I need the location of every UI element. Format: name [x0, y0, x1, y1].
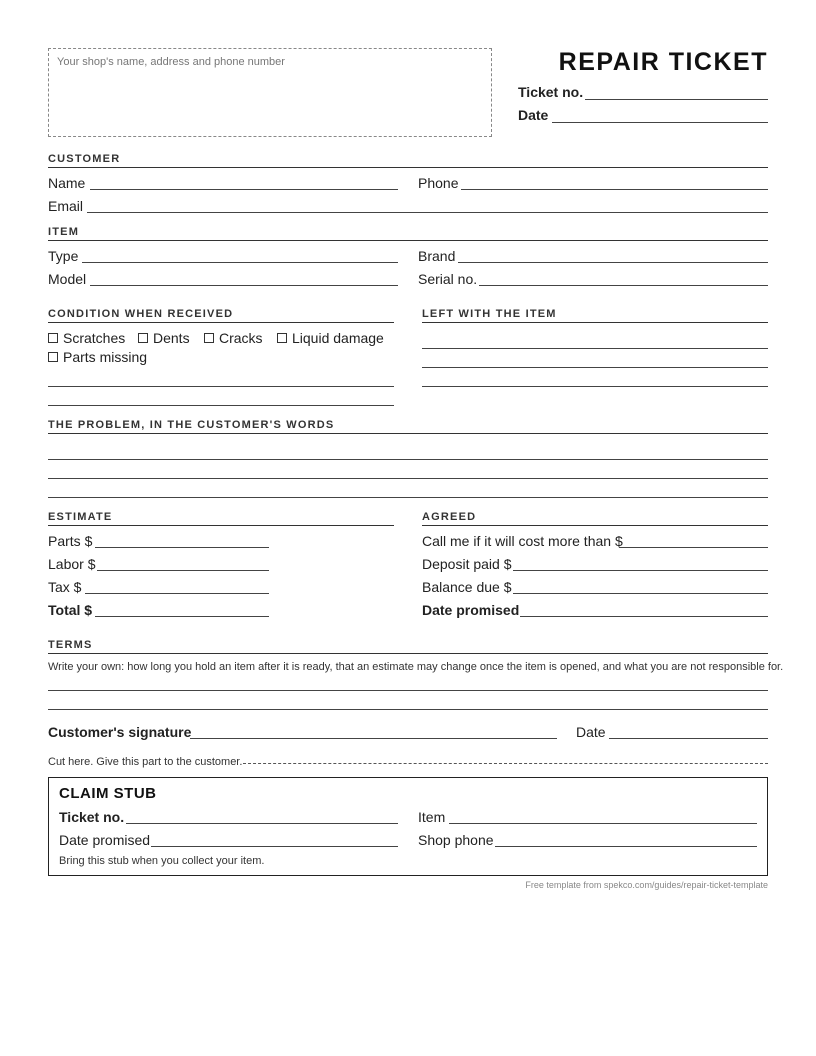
left-with-heading: LEFT WITH THE ITEM	[422, 308, 557, 320]
terms-line[interactable]	[48, 690, 768, 691]
tax-field[interactable]	[85, 593, 269, 594]
type-field[interactable]	[82, 262, 398, 263]
condition-rule	[48, 322, 394, 323]
tax-label: Tax $	[48, 579, 82, 595]
name-field[interactable]	[90, 189, 398, 190]
brand-label: Brand	[418, 248, 456, 264]
terms-heading: TERMS	[48, 639, 93, 651]
terms-text: Write your own: how long you hold an item after it is ready, that an estimate may change once the item is opened, and what you are not responsible for.	[48, 661, 784, 673]
date-promised-label: Date promised	[422, 602, 520, 618]
phone-field[interactable]	[461, 189, 768, 190]
liquid-damage-label: Liquid damage	[292, 330, 384, 346]
item-heading: ITEM	[48, 226, 80, 238]
serial-field[interactable]	[479, 285, 768, 286]
terms-line[interactable]	[48, 709, 768, 710]
stub-item-field[interactable]	[449, 823, 757, 824]
scratches-checkbox[interactable]	[48, 333, 58, 343]
problem-rule	[48, 433, 768, 434]
dents-checkbox[interactable]	[138, 333, 148, 343]
signature-field[interactable]	[190, 738, 557, 739]
total-field[interactable]	[95, 616, 269, 617]
stub-date-promised-label: Date promised	[59, 832, 151, 848]
stub-note: Bring this stub when you collect your item.	[59, 855, 265, 867]
total-label: Total $	[48, 602, 93, 618]
stub-shop-phone-label: Shop phone	[418, 832, 494, 848]
model-label: Model	[48, 271, 87, 287]
estimate-heading: ESTIMATE	[48, 511, 113, 523]
brand-field[interactable]	[458, 262, 768, 263]
ticket-no-field[interactable]	[585, 99, 768, 100]
name-label: Name	[48, 175, 86, 191]
stub-ticket-no-field[interactable]	[126, 823, 398, 824]
claim-stub-title: CLAIM STUB	[59, 785, 157, 802]
left-with-line[interactable]	[422, 367, 768, 368]
page-title: REPAIR TICKET	[558, 48, 768, 76]
balance-field[interactable]	[513, 593, 768, 594]
agreed-rule	[422, 525, 768, 526]
cracks-label: Cracks	[219, 330, 263, 346]
balance-label: Balance due $	[422, 579, 512, 595]
dents-label: Dents	[153, 330, 190, 346]
labor-field[interactable]	[97, 570, 269, 571]
problem-line[interactable]	[48, 478, 768, 479]
email-label: Email	[48, 198, 84, 214]
deposit-label: Deposit paid $	[422, 556, 512, 572]
problem-line[interactable]	[48, 459, 768, 460]
call-limit-label: Call me if it will cost more than $	[422, 533, 623, 549]
condition-heading: CONDITION WHEN RECEIVED	[48, 308, 234, 320]
shop-info-box[interactable]	[48, 48, 492, 137]
ticket-no-label: Ticket no.	[518, 84, 584, 100]
cut-instruction: Cut here. Give this part to the customer.	[48, 756, 243, 768]
condition-notes-line[interactable]	[48, 405, 394, 406]
cracks-checkbox[interactable]	[204, 333, 214, 343]
estimate-rule	[48, 525, 394, 526]
liquid-damage-checkbox[interactable]	[277, 333, 287, 343]
condition-notes-line[interactable]	[48, 386, 394, 387]
stub-date-promised-field[interactable]	[151, 846, 398, 847]
stub-shop-phone-field[interactable]	[495, 846, 757, 847]
call-limit-field[interactable]	[619, 547, 768, 548]
phone-label: Phone	[418, 175, 459, 191]
type-label: Type	[48, 248, 79, 264]
signature-label: Customer's signature	[48, 724, 192, 740]
parts-missing-checkbox[interactable]	[48, 352, 58, 362]
item-rule	[48, 240, 768, 241]
shop-info-placeholder: Your shop's name, address and phone number	[57, 56, 285, 68]
deposit-field[interactable]	[513, 570, 768, 571]
labor-label: Labor $	[48, 556, 96, 572]
stub-item-label: Item	[418, 809, 446, 825]
date-promised-field[interactable]	[520, 616, 768, 617]
email-field[interactable]	[87, 212, 768, 213]
customer-rule	[48, 167, 768, 168]
stub-ticket-no-label: Ticket no.	[59, 809, 125, 825]
date-label: Date	[518, 107, 549, 123]
customer-heading: CUSTOMER	[48, 153, 121, 165]
problem-line[interactable]	[48, 497, 768, 498]
signature-date-field[interactable]	[609, 738, 768, 739]
scratches-label: Scratches	[63, 330, 126, 346]
terms-rule	[48, 653, 768, 654]
signature-date-label: Date	[576, 724, 606, 740]
left-with-line[interactable]	[422, 386, 768, 387]
parts-field[interactable]	[95, 547, 269, 548]
parts-missing-label: Parts missing	[63, 349, 148, 365]
template-credit: Free template from spekco.com/guides/repair-ticket-template	[525, 880, 768, 890]
left-with-rule	[422, 322, 768, 323]
parts-label: Parts $	[48, 533, 93, 549]
date-field[interactable]	[552, 122, 768, 123]
serial-label: Serial no.	[418, 271, 478, 287]
left-with-line[interactable]	[422, 348, 768, 349]
agreed-heading: AGREED	[422, 511, 477, 523]
cut-line	[243, 763, 768, 764]
model-field[interactable]	[90, 285, 398, 286]
problem-heading: THE PROBLEM, IN THE CUSTOMER'S WORDS	[48, 419, 335, 431]
